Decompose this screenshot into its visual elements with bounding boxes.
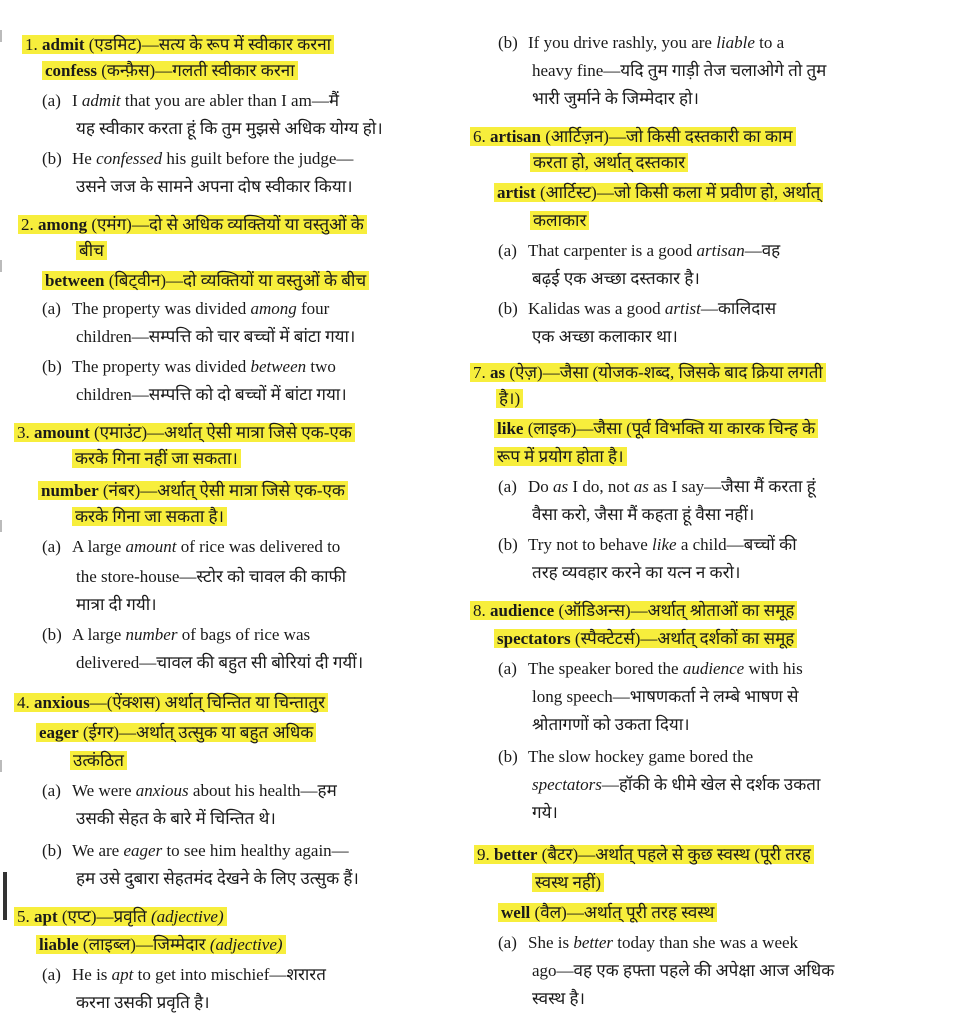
example-text: He is	[72, 965, 112, 984]
entry-heading	[470, 124, 796, 150]
entry-heading	[494, 180, 823, 206]
example-keyword: number	[125, 625, 178, 644]
example-text: Kalidas was a good	[528, 299, 665, 318]
entry-number: 7.	[473, 363, 486, 382]
example-translation: children—सम्पत्ति को दो बच्चों में बांटा गया।	[76, 385, 347, 404]
entry-heading	[494, 626, 797, 652]
example-text: I	[72, 91, 82, 110]
entry-number: 6.	[473, 127, 486, 146]
definition: (नंबर)—अर्थात् ऐसी मात्रा जिसे एक-एक	[98, 481, 345, 500]
entry-heading	[42, 268, 369, 294]
example-translation: heavy fine—यदि तुम गाड़ी तेज चलाओगे तो तुम	[532, 61, 827, 80]
example-line	[42, 838, 349, 864]
definition: करके गिना जा सकता है।	[72, 507, 227, 526]
example-text: a child—बच्चों की	[676, 535, 797, 554]
example-label: (a)	[498, 241, 517, 260]
example-text: his guilt before the judge—	[162, 149, 354, 168]
example-label: (a)	[42, 965, 61, 984]
entry-heading	[72, 504, 227, 530]
example-line	[76, 990, 210, 1016]
headword: number	[41, 481, 99, 500]
entry-heading	[494, 416, 818, 442]
example-label: (a)	[498, 933, 517, 952]
example-line	[498, 532, 797, 558]
entry-number: 4.	[17, 693, 30, 712]
example-text: The speaker bored the	[528, 659, 683, 678]
example-translation: स्वस्थ है।	[532, 989, 585, 1008]
definition: स्वस्थ नहीं)	[532, 873, 604, 892]
example-line	[532, 772, 820, 798]
example-label: (a)	[498, 659, 517, 678]
example-text: We were	[72, 781, 136, 800]
example-text: to a	[754, 33, 785, 52]
example-translation: एक अच्छा कलाकार था।	[532, 327, 678, 346]
definition: (आर्टिज़न)—जो किसी दस्तकारी का काम	[541, 127, 793, 146]
definition: (लाइब्ल)—जिम्मेदार	[78, 935, 210, 954]
definition: बीच	[76, 241, 107, 260]
example-line	[498, 744, 753, 770]
example-text: Do	[528, 477, 554, 496]
definition: (ईगर)—अर्थात् उत्सुक या बहुत अधिक	[78, 723, 314, 742]
example-keyword: artisan	[696, 241, 745, 260]
example-text: A large	[72, 625, 126, 644]
example-label: (a)	[42, 781, 61, 800]
example-translation: वैसा करो, जैसा मैं कहता हूं वैसा नहीं।	[532, 505, 755, 524]
example-translation: मात्रा दी गयी।	[76, 595, 157, 614]
definition: है।)	[496, 389, 523, 408]
part-of-speech: (adjective)	[150, 907, 224, 926]
definition: (बिट्वीन)—दो व्यक्तियों या वस्तुओं के बीच	[104, 271, 367, 290]
example-line	[42, 146, 353, 172]
example-translation: हम उसे दुबारा सेहतमंद देखने के लिए उत्सुक हैं।	[76, 869, 359, 888]
definition: (एडमिट)—सत्य के रूप में स्वीकार करना	[84, 35, 332, 54]
example-line	[532, 502, 754, 528]
example-line	[532, 800, 558, 826]
entry-heading	[18, 212, 367, 238]
entry-heading	[496, 386, 523, 412]
example-text: He	[72, 149, 97, 168]
headword: eager	[39, 723, 79, 742]
entry-number: 8.	[473, 601, 486, 620]
example-translation: the store-house—स्टोर को चावल की काफी	[76, 567, 346, 586]
entry-heading	[530, 150, 688, 176]
definition: करके गिना नहीं जा सकता।	[72, 449, 241, 468]
example-text: to see him healthy again—	[162, 841, 349, 860]
margin-tick	[0, 260, 2, 272]
example-translation: ago—वह एक हफ्ता पहले की अपेक्षा आज अधिक	[532, 961, 835, 980]
example-label: (b)	[42, 841, 62, 860]
headword: anxious	[34, 693, 90, 712]
example-translation: श्रोतागणों को उकता दिया।	[532, 715, 690, 734]
example-keyword: anxious	[135, 781, 189, 800]
entry-heading	[530, 208, 589, 234]
example-line	[42, 962, 326, 988]
entry-heading	[474, 842, 814, 868]
headword: as	[490, 363, 506, 382]
example-line	[76, 174, 353, 200]
entry-number: 1.	[25, 35, 38, 54]
example-line	[76, 592, 157, 618]
example-text: That carpenter is a good	[528, 241, 697, 260]
headword: liable	[39, 935, 79, 954]
example-line	[532, 324, 678, 350]
example-keyword: liable	[716, 33, 755, 52]
headword: among	[38, 215, 88, 234]
example-translation: यह स्वीकार करता हूं कि तुम मुझसे अधिक योग्य हो।	[76, 119, 383, 138]
headword: audience	[490, 601, 555, 620]
example-line	[498, 30, 784, 56]
example-line	[42, 534, 340, 560]
example-line	[76, 650, 363, 676]
example-label: (b)	[498, 535, 518, 554]
entry-heading	[72, 446, 241, 472]
example-label: (b)	[42, 357, 62, 376]
headword: admit	[42, 35, 85, 54]
entry-heading	[70, 748, 127, 774]
definition: (एमंग)—दो से अधिक व्यक्तियों या वस्तुओं के	[87, 215, 364, 234]
entry-heading	[532, 870, 604, 896]
example-text: If you drive rashly, you are	[528, 33, 717, 52]
entry-heading	[14, 690, 328, 716]
example-text: of bags of rice was	[177, 625, 311, 644]
example-line	[498, 238, 780, 264]
definition: कलाकार	[530, 211, 589, 230]
example-line	[532, 266, 700, 292]
example-keyword: better	[573, 933, 613, 952]
margin-mark	[3, 872, 7, 920]
example-line	[76, 806, 276, 832]
example-line	[76, 324, 355, 350]
example-keyword: as	[633, 477, 649, 496]
definition: (ऑडिअन्स)—अर्थात् श्रोताओं का समूह	[554, 601, 795, 620]
definition: (स्पैक्टेटर्स)—अर्थात् दर्शकों का समूह	[570, 629, 795, 648]
headword: between	[45, 271, 105, 290]
example-keyword: eager	[123, 841, 163, 860]
example-text: two	[306, 357, 336, 376]
example-keyword: admit	[81, 91, 121, 110]
example-translation: तरह व्यवहार करने का यत्न न करो।	[532, 563, 741, 582]
definition: (कन्फ़ैस)—गलती स्वीकार करना	[96, 61, 295, 80]
example-text: about his health—हम	[188, 781, 337, 800]
example-label: (b)	[42, 149, 62, 168]
example-line	[76, 382, 347, 408]
entry-heading	[498, 900, 717, 926]
example-line	[498, 656, 803, 682]
example-translation: —हॉकी के धीमे खेल से दर्शक उकता	[601, 775, 821, 794]
entry-heading	[494, 444, 627, 470]
example-keyword: between	[250, 357, 307, 376]
example-translation: उसकी सेहत के बारे में चिन्तित थे।	[76, 809, 276, 828]
example-line	[76, 866, 359, 892]
headword: better	[494, 845, 538, 864]
definition: (एप्ट)—प्रवृति	[57, 907, 151, 926]
headword: like	[497, 419, 524, 438]
entry-heading	[42, 58, 298, 84]
example-keyword: as	[553, 477, 569, 496]
example-label: (b)	[498, 33, 518, 52]
example-label: (a)	[42, 299, 61, 318]
example-keyword: spectators	[532, 775, 602, 794]
example-line	[42, 622, 310, 648]
example-label: (b)	[42, 625, 62, 644]
example-line	[532, 86, 699, 112]
example-line	[532, 986, 585, 1012]
example-label: (b)	[498, 747, 518, 766]
definition: (एमाउंट)—अर्थात् ऐसी मात्रा जिसे एक-एक	[89, 423, 352, 442]
example-text: I do, not	[568, 477, 634, 496]
example-text: A large	[72, 537, 126, 556]
definition: (ऐज़)—जैसा (योजक-शब्द, जिसके बाद क्रिया लगती	[505, 363, 823, 382]
headword: artisan	[490, 127, 541, 146]
example-text: We are	[72, 841, 124, 860]
entry-number: 2.	[21, 215, 34, 234]
headword: apt	[34, 907, 58, 926]
example-keyword: artist	[664, 299, 701, 318]
entry-heading	[14, 904, 227, 930]
entry-heading	[76, 238, 107, 264]
entry-heading	[36, 720, 316, 746]
definition: (लाइक)—जैसा (पूर्व विभक्ति या कारक चिन्ह के	[523, 419, 816, 438]
example-text: four	[296, 299, 330, 318]
example-text: Try not to behave	[528, 535, 653, 554]
margin-tick	[0, 30, 2, 42]
example-text: of rice was delivered to	[176, 537, 341, 556]
example-keyword: like	[652, 535, 677, 554]
example-line	[532, 58, 826, 84]
example-line	[42, 354, 336, 380]
example-label: (a)	[498, 477, 517, 496]
example-translation: गये।	[532, 803, 558, 822]
definition: उत्कंठित	[70, 751, 127, 770]
entry-heading	[470, 598, 797, 624]
example-label: (a)	[42, 537, 61, 556]
example-keyword: confessed	[96, 149, 163, 168]
example-text: that you are abler than I am—मैं	[120, 91, 339, 110]
definition: —(ऐंक्शस) अर्थात् चिन्तित या चिन्तातुर	[89, 693, 326, 712]
definition: करता हो, अर्थात् दस्तकार	[530, 153, 688, 172]
entry-heading	[36, 932, 286, 958]
example-text: —वह	[744, 241, 781, 260]
headword: well	[501, 903, 531, 922]
entry-heading	[470, 360, 826, 386]
example-keyword: amount	[125, 537, 177, 556]
entry-number: 5.	[17, 907, 30, 926]
example-line	[532, 684, 799, 710]
definition: रूप में प्रयोग होता है।	[494, 447, 627, 466]
example-label: (b)	[498, 299, 518, 318]
example-translation: delivered—चावल की बहुत सी बोरियां दी गयीं।	[76, 653, 364, 672]
headword: amount	[34, 423, 90, 442]
example-translation: बढ़ई एक अच्छा दस्तकार है।	[532, 269, 700, 288]
part-of-speech: (adjective)	[209, 935, 283, 954]
example-text: She is	[528, 933, 574, 952]
example-line	[42, 296, 329, 322]
entry-number: 9.	[477, 845, 490, 864]
example-line	[76, 116, 383, 142]
definition: (वैल)—अर्थात् पूरी तरह स्वस्थ	[530, 903, 715, 922]
entry-heading	[14, 420, 355, 446]
example-keyword: audience	[682, 659, 745, 678]
margin-tick	[0, 760, 2, 772]
example-keyword: apt	[111, 965, 134, 984]
example-line	[498, 296, 776, 322]
example-label: (a)	[42, 91, 61, 110]
example-line	[532, 712, 690, 738]
example-line	[498, 474, 816, 500]
example-text: with his	[744, 659, 803, 678]
example-text: The property was divided	[72, 357, 251, 376]
definition: (आर्टिस्ट)—जो किसी कला में प्रवीण हो, अर्थात्	[535, 183, 821, 202]
definition: (बैटर)—अर्थात् पहले से कुछ स्वस्थ (पूरी तरह	[537, 845, 811, 864]
headword: confess	[45, 61, 97, 80]
example-text: —कालिदास	[700, 299, 777, 318]
example-text: The property was divided	[72, 299, 251, 318]
example-translation: long speech—भाषणकर्ता ने लम्बे भाषण से	[532, 687, 799, 706]
headword: spectators	[497, 629, 571, 648]
example-keyword: among	[250, 299, 297, 318]
example-line	[42, 778, 337, 804]
example-translation: करना उसकी प्रवृति है।	[76, 993, 210, 1012]
margin-tick	[0, 520, 2, 532]
example-text: The slow hockey game bored the	[528, 747, 754, 766]
example-translation: उसने जज के सामने अपना दोष स्वीकार किया।	[76, 177, 353, 196]
example-line	[532, 560, 740, 586]
example-line	[532, 958, 834, 984]
example-translation: children—सम्पत्ति को चार बच्चों में बांटा गया।	[76, 327, 356, 346]
entry-number: 3.	[17, 423, 30, 442]
headword: artist	[497, 183, 536, 202]
example-line	[498, 930, 798, 956]
example-line	[76, 564, 346, 590]
example-text: today than she was a week	[613, 933, 799, 952]
example-text: as I say—जैसा मैं करता हूं	[648, 477, 816, 496]
example-translation: भारी जुर्माने के जिम्मेदार हो।	[532, 89, 699, 108]
entry-heading	[38, 478, 348, 504]
example-text: to get into mischief—शरारत	[133, 965, 326, 984]
entry-heading	[22, 32, 334, 58]
example-line	[42, 88, 339, 114]
